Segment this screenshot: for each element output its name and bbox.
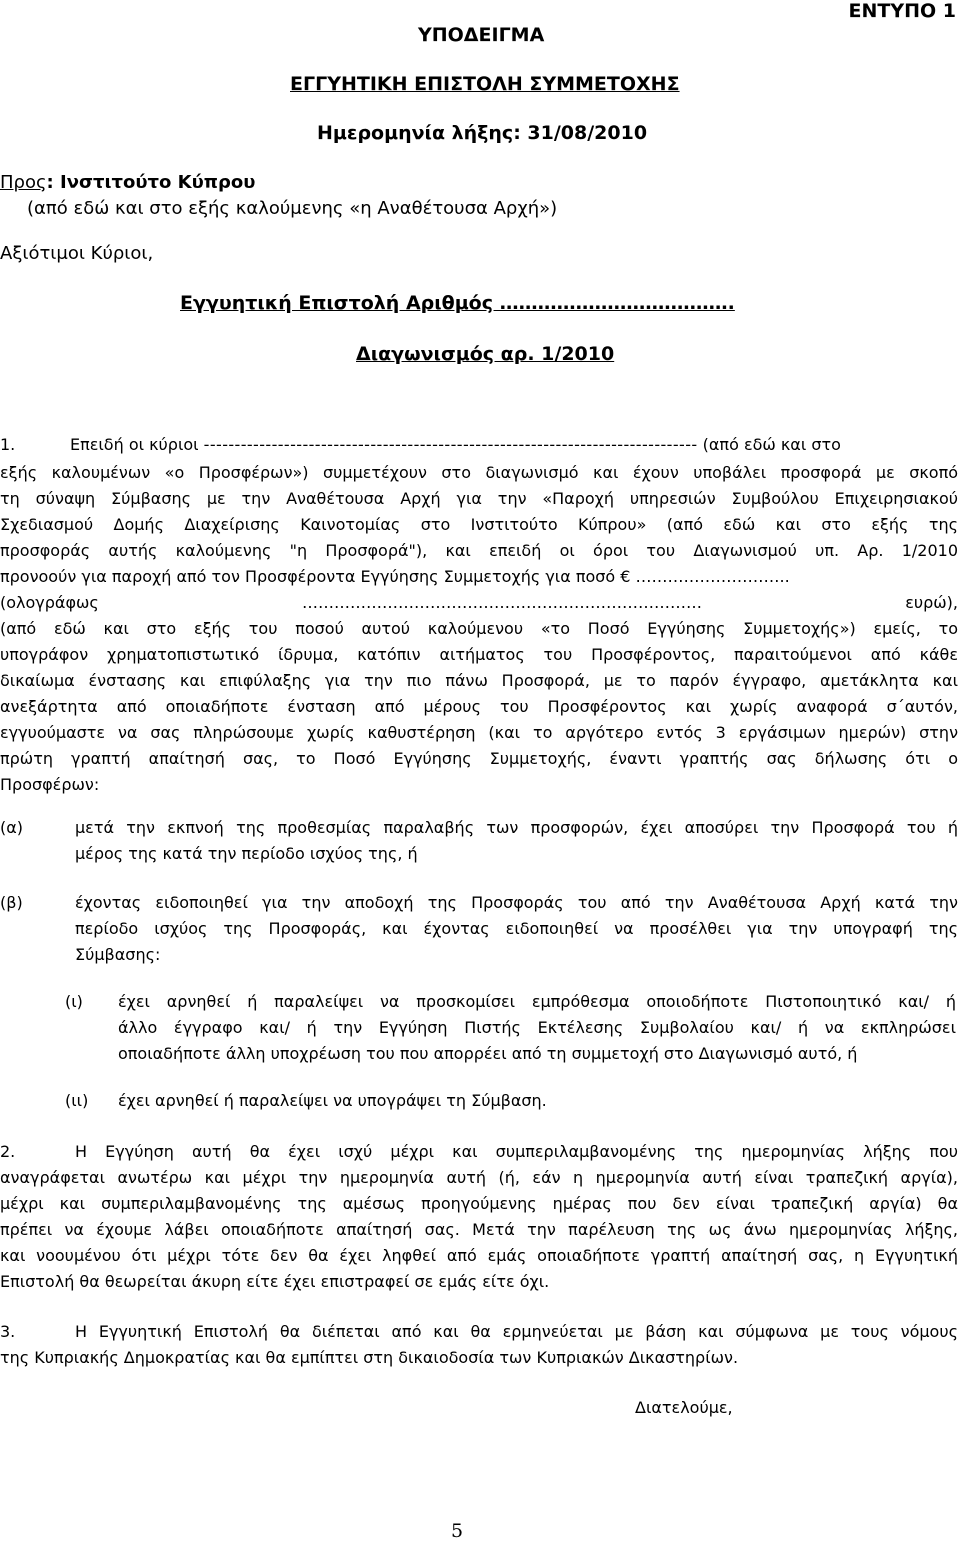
page-number: 5 [451,1520,464,1542]
para2-line: αναγράφεται ανωτέρω και μέχρι την ημερομηνία αυτή (ή, εάν η ημερομηνία αυτή είναι τραπεζική αργία), [0,1168,958,1187]
para1-line: τη σύναψη Σύμβασης με την Αναθέτουσα Αρχή για την «Παροχή υπηρεσιών Συμβούλου Επιχειρησιακού [0,489,958,508]
para1-number: 1. [0,435,16,454]
item-i-line: άλλο έγγραφο και/ ή την Εγγύηση Πιστής Εκτέλεσης Συμβολαίου και/ ή να εκπληρώσει [118,1018,956,1037]
para2-line: μέχρι και συμπεριλαμβανομένης της αμέσως προηγούμενης ημέρας που δεν είναι τραπεζική αργία) θα [0,1194,958,1213]
item-ii-label: (ιι) [65,1091,89,1110]
para1-line: ανεξάρτητα από οποιαδήποτε ένσταση από μέρους του Προσφέροντος και χωρίς αναφορά σ΄αυτόν, [0,697,958,716]
para1-line: εξής καλουμένων «ο Προσφέρων») συμμετέχουν στο διαγωνισμό και έχουν υποβάλει προσφορά με σκοπό [0,463,958,482]
item-b-label: (β) [0,893,23,912]
para2-first-line: Η Εγγύηση αυτή θα έχει ισχύ μέχρι και συμπεριλαμβανομένης της ημερομηνίας λήξης που [75,1142,958,1161]
para1-line: προσφοράς αυτής καλούμενης "η Προσφορά"), και επειδή οι όροι του Διαγωνισμού υπ. Αρ. 1/2010 [0,541,958,560]
item-i-line: οποιαδήποτε άλλη υποχρέωση του που απορρέει από τη συμμετοχή στο Διαγωνισμό αυτό, ή [118,1044,858,1063]
para1-line: Σχεδιασμού Δομής Διαχείρισης Καινοτομίας στο Ινστιτούτο Κύπρου» (από εδώ και στο εξής της [0,515,958,534]
to-name: : Ινστιτούτο Κύπρου [46,172,256,193]
para2-line: πρέπει να έχουμε λάβει οποιαδήποτε απαίτησή σας. Μετά την παρέλευση της ως άνω ημερομηνίας λήξης, [0,1220,958,1239]
item-i-label: (ι) [65,992,83,1011]
para1-line: (από εδώ και στο εξής του ποσού αυτού καλούμενου «το Ποσό Εγγύησης Συμμετοχής») εμείς, το [0,619,958,638]
para1-dashes: -------------------------------------------------------------------------------- [203,435,698,454]
para1-first-line [0,432,958,458]
para2-number: 2. [0,1142,16,1161]
para1-line: προνοούν για παροχή από τον Προσφέροντα Εγγύησης Συμμετοχής για ποσό € ……………………….. [0,567,790,586]
closing: Διατελούμε, [635,1398,733,1417]
para3-number: 3. [0,1322,16,1341]
item-i-line: έχει αρνηθεί ή παραλείψει να προσκομίσει εμπρόθεσμα οποιοδήποτε Πιστοποιητικό και/ ή [118,992,956,1011]
document-subtitle: ΕΓΓΥΗΤΙΚΗ ΕΠΙΣΤΟΛΗ ΣΥΜΜΕΤΟΧΗΣ [290,73,680,95]
para1-text-start: Επειδή οι κύριοι [70,435,199,454]
para1-line: (ολογράφως ………………………………………………………………… ευρώ), [0,593,958,612]
para2-line: Επιστολή θα θεωρείται άκυρη είτε έχει επιστραφεί σε εμάς είτε όχι. [0,1272,550,1291]
tender-number: Διαγωνισμός αρ. 1/2010 [356,343,615,365]
para3-line: της Κυπριακής Δημοκρατίας και θα εμπίπτει στη δικαιοδοσία των Κυπριακών Δικαστηρίων. [0,1348,739,1367]
form-number: ΕΝΤΥΠΟ 1 [848,0,956,22]
para3-first-line: Η Εγγυητική Επιστολή θα διέπεται από και θα ερμηνεύεται με βάση και σύμφωνα με τους νόμους [75,1322,958,1341]
para1-line: Προσφέρων: [0,775,100,794]
item-a-label: (α) [0,818,24,837]
para1-line: υπογράφον χρηματοπιστωτικό ίδρυμα, κατόπιν αιτήματος του Προσφέροντος, παραιτούμενοι από κάθε [0,645,958,664]
para1-line: εγγυούμαστε να σας πληρώσουμε χωρίς καθυστέρηση (και το αργότερο εντός 3 εργάσιμων ημερών) στην [0,723,958,742]
para1-line: πρώτη γραπτή απαίτησή σας, το Ποσό Εγγύησης Συμμετοχής, έναντι γραπτής σας δήλωσης ότι ο [0,749,958,768]
item-b-line: έχοντας ειδοποιηθεί για την αποδοχή της Προσφοράς του από την Αναθέτουσα Αρχή κατά την [75,893,958,912]
to-label: Προς [0,172,47,193]
letter-number: Εγγυητική Επιστολή Αριθμός ………………………………. [180,292,735,314]
item-b-line: περίοδο ισχύος της Προσφοράς, και έχοντας ειδοποιηθεί να προσέλθει για την υπογραφή της [75,919,958,938]
para1-line: δικαίωμα ένστασης και επιφύλαξης για την πιο πάνω Προσφορά, με το παρόν έγγραφο, αμετάκλητα και [0,671,958,690]
expiry-date: Ημερομηνία λήξης: 31/08/2010 [317,122,648,144]
item-b-line: Σύμβασης: [75,945,161,964]
addressee [0,172,255,193]
item-a-line: μετά την εκπνοή της προθεσμίας παραλαβής των προσφορών, έχει αποσύρει την Προσφορά του ή [75,818,958,837]
item-a-line: μέρος της κατά την περίοδο ισχύος της, ή [75,844,418,863]
para1-text-end: (από εδώ και στο [702,435,841,454]
para2-line: και νοουμένου ότι μέχρι τότε δεν θα έχει ληφθεί από εμάς οποιαδήποτε γραπτή απαίτησή σας, η Εγγυητική [0,1246,958,1265]
addressee-note: (από εδώ και στο εξής καλούμενης «η Αναθέτουσα Αρχή») [27,198,558,219]
item-ii-text: έχει αρνηθεί ή παραλείψει να υπογράψει τη Σύμβαση. [118,1091,547,1110]
salutation: Αξιότιμοι Κύριοι, [0,243,154,264]
document-title: ΥΠΟΔΕΙΓΜΑ [418,24,545,46]
